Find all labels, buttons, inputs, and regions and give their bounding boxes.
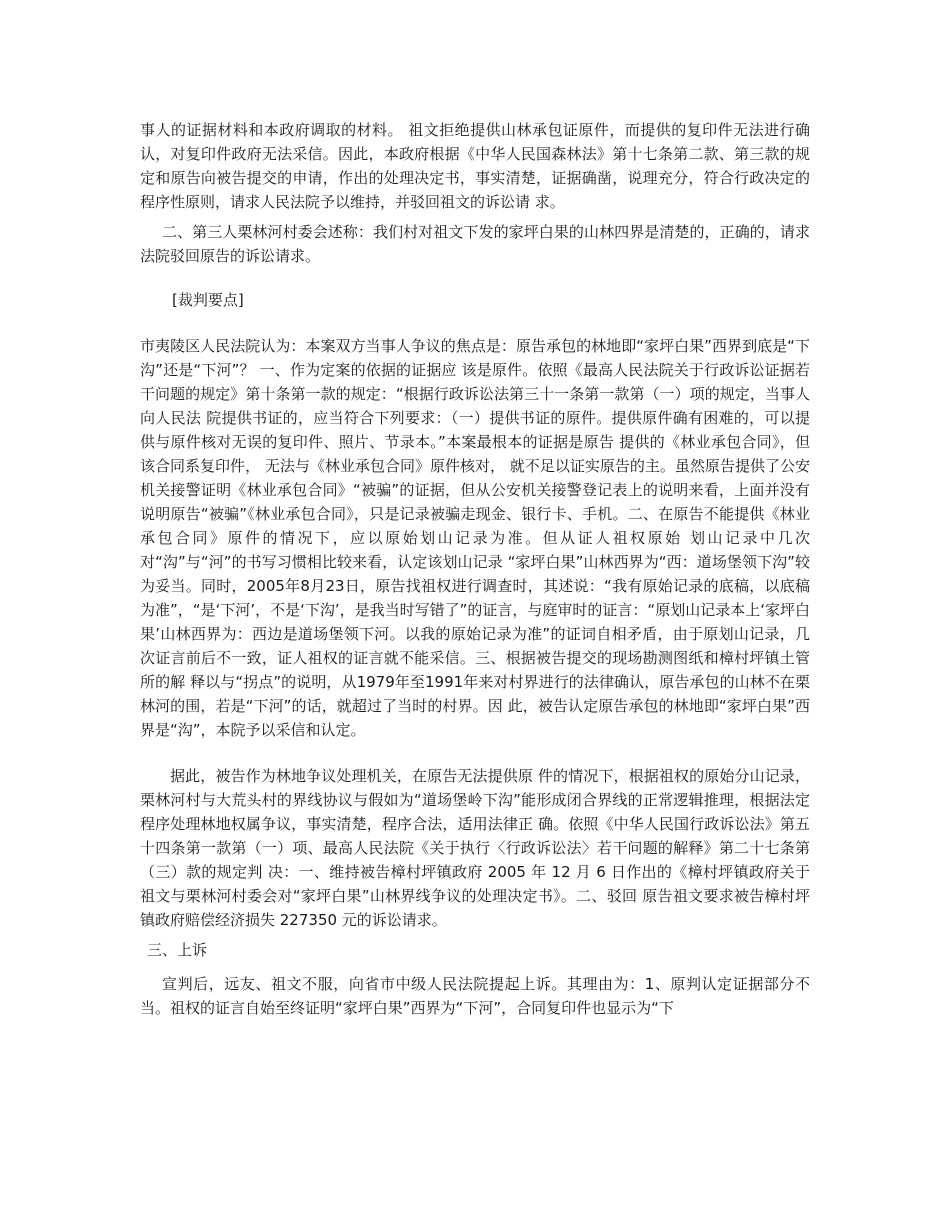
paragraph-court-opinion: 市夷陵区人民法院认为：本案双方当事人争议的焦点是：原告承包的林地即“家坪白果”西界到底是“下沟”还是“下河”？ 一、作为定案的依据的证据应 该是原件。依照《最高人民法院关于行政诉讼证据若干问题的规定》第十条第一款的规定：“根据行政诉讼法第三十一条第一款第（一）项的规定，当事人向人民法 院提供书证的，应当符合下列要求：（一）提供书证的原件。提供原件确有困难的，可以提供与原件核对无误的复印件、照片、节录本。”本案最根本的证据是原告 提供的《林业承包合同》，但该合同系复印件， 无法与《林业承包合同》原件核对， 就不足以证实原告的主。虽然原告提供了公安机关接警证明《林业承包合同》“被骗”的证据，但从公安机关接警登记表上的说明来看，上面并没有说明原告“被骗”《林业承包合同》，只是记录被骗走现金、银行卡、手机。二、在原告不能提供《林业承包合同》原件的情况下，应以原始划山记录为准。但从证人祖权原始 划山记录中几次对“沟”与“河”的书写习惯相比较来看，认定该划山记录 “家坪白果”山林西界为“西：道场堡领下沟”较为妥当。同时，2005年8月23日，原告找祖权进行调查时，其述说：“我有原始记录的底稿，以底稿 为准”，“是‘下河’，不是‘下沟’，是我当时写错了”的证言，与庭审时的证言：“原划山记录本上‘家坪白果’山林西界为：西边是道场堡领下河。以我的原始记录为准”的证词自相矛盾，由于原划山记录，几次证言前后不一致，证人祖权的证言就不能采信。三、根据被告提交的现场勘测图纸和樟村坪镇土管所的解 释以与“拐点”的说明，从1979年至1991年来对村界进行的法律确认，原告承包的山林不在栗林河的围，若是“下河”的话，就超过了当时的村界。因 此，被告认定原告承包的林地即“家坪白果”西界是“沟”，本院予以采信和认定。	[140, 337, 810, 739]
section-title-appeal: 三、上诉	[147, 941, 208, 959]
paragraph-government-statement: 事人的证据材料和本政府调取的材料。 祖文拒绝提供山林承包证原件，而提供的复印件无法进行确认，对复印件政府无法采信。因此，本政府根据《中华人民国森林法》第十七条第二款、第三款的规 定和原告向被告提交的申请，作出的处理决定书，事实清楚，证据确凿，说理充分，符合行政决定的程序性原则，请求人民法院予以维持，并驳回祖文的诉讼请 求。	[140, 121, 810, 211]
paragraph-court-ruling: 据此，被告作为林地争议处理机关，在原告无法提供原 件的情况下，根据祖权的原始分山记录， 栗林河村与大荒头村的界线协议与假如为“道场堡岭下沟”能形成闭合界线的正常逻辑推理，根据法定程序处理林地权属争议，事实清楚，程序合法，适用法律正 确。依照《中华人民国行政诉讼法》第五十四条第一款第（一）项、最高人民法院《关于执行〈行政诉讼法〉若干问题的解释》第二十七条第（三）款的规定判 决：一、维持被告樟村坪镇政府 2005 年 12 月 6 日作出的《樟村坪镇政府关于祖文与栗林河村委会对“家坪白果”山林界线争议的处理决定书》。二、驳回 原告祖文要求被告樟村坪镇政府赔偿经济损失 227350 元的诉讼请求。	[140, 767, 810, 929]
paragraph-third-party-statement: 二、第三人栗林河村委会述称：我们村对祖文下发的家坪白果的山林四界是清楚的，正确的，请求法院驳回原告的诉讼请求。	[140, 223, 810, 265]
heading-judgment-points: [裁判要点]	[172, 291, 244, 309]
paragraph-appeal-reasons: 宣判后，远友、祖文不服，向省市中级人民法院提起上诉。其理由为：1、原判认定证据部分不当。祖权的证言自始至终证明“家坪白果”西界为“下河”，合同复印件也显示为“下	[140, 975, 810, 1017]
document-body	[140, 118, 810, 1020]
